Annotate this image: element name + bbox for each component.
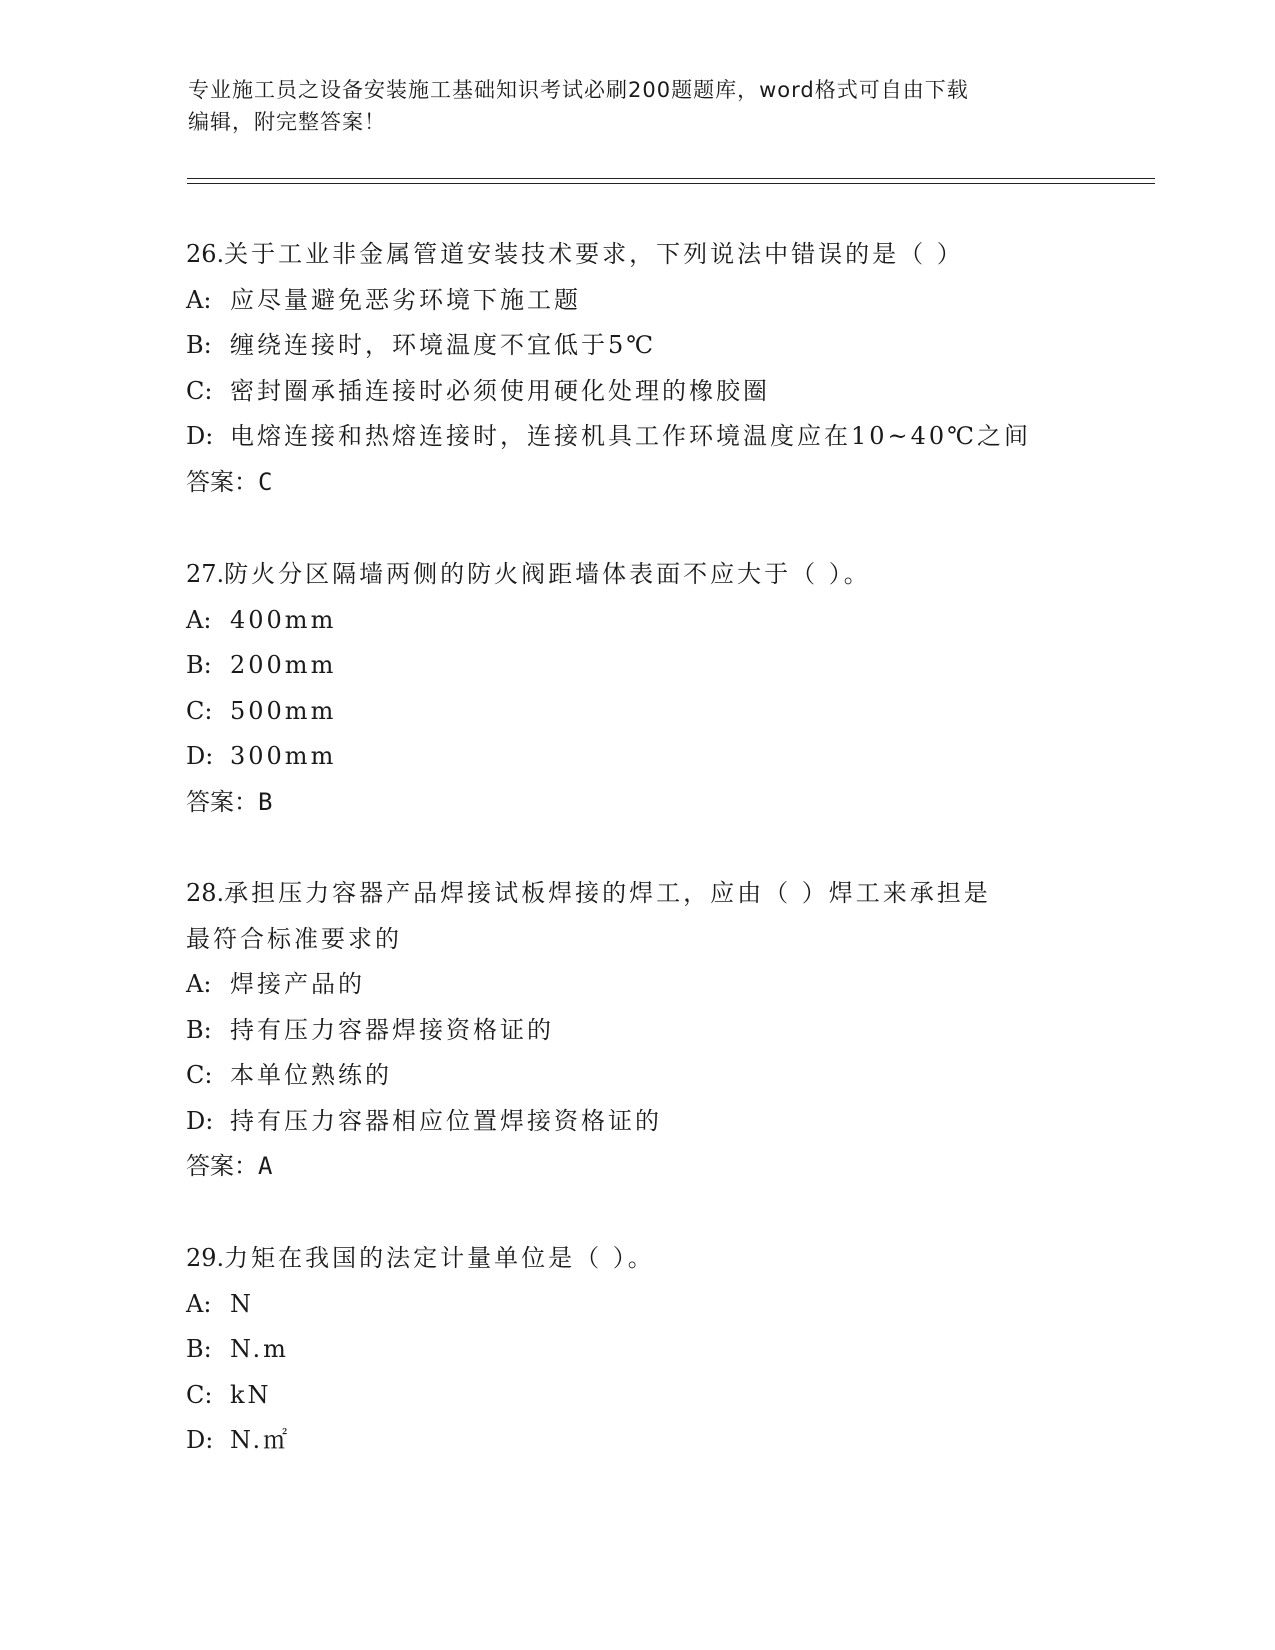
header-divider-bottom xyxy=(187,183,1155,184)
option-key: A: xyxy=(186,1289,212,1318)
answer-line xyxy=(186,1144,1146,1190)
header-line-2: 编辑，附完整答案！ xyxy=(188,110,386,134)
question-stem-text: 关于工业非金属管道安装技术要求，下列说法中错误的是（ ） xyxy=(224,240,964,268)
option-text: N.m xyxy=(230,1335,289,1363)
question-stem xyxy=(186,871,1146,917)
question-29 xyxy=(186,1236,1146,1464)
question-number: 28. xyxy=(186,879,225,907)
option-key: B: xyxy=(186,1015,212,1044)
answer-line xyxy=(186,780,1146,826)
answer-value: B xyxy=(258,787,273,816)
option-text: 电熔连接和热熔连接时，连接机具工作环境温度应在10~40℃之间 xyxy=(230,422,1032,450)
option-text: 500mm xyxy=(230,696,337,725)
question-stem xyxy=(186,232,1146,278)
question-stem-text: 力矩在我国的法定计量单位是（ ）。 xyxy=(224,1244,655,1272)
option-a xyxy=(186,1282,1146,1328)
option-text: kN xyxy=(230,1380,272,1409)
question-number: 29. xyxy=(186,1244,225,1272)
option-a xyxy=(186,962,1146,1008)
question-number: 27. xyxy=(186,560,225,588)
option-key: A: xyxy=(186,605,212,634)
option-text: 缠绕连接时，环境温度不宜低于5℃ xyxy=(230,331,657,359)
question-26 xyxy=(186,232,1146,505)
option-text: 200mm xyxy=(230,651,337,679)
option-key: A: xyxy=(186,285,212,314)
option-key: C: xyxy=(186,1380,213,1409)
option-text: N xyxy=(230,1289,254,1318)
answer-value: C xyxy=(258,467,273,496)
option-a xyxy=(186,598,1146,644)
option-c xyxy=(186,1053,1146,1099)
document-header xyxy=(188,74,1088,138)
option-text: 持有压力容器焊接资格证的 xyxy=(230,1015,554,1044)
answer-value: A xyxy=(258,1152,273,1180)
option-d xyxy=(186,734,1146,780)
answer-line xyxy=(186,460,1146,506)
option-key: D: xyxy=(186,742,214,770)
option-key: D: xyxy=(186,1106,214,1135)
option-text: 300mm xyxy=(230,742,337,770)
option-key: C: xyxy=(186,696,213,725)
option-c xyxy=(186,1373,1146,1419)
option-key: D: xyxy=(186,1426,214,1454)
answer-label: 答案： xyxy=(186,1152,258,1180)
option-text: 本单位熟练的 xyxy=(230,1061,392,1089)
option-key: D: xyxy=(186,422,214,450)
option-text: 焊接产品的 xyxy=(230,970,365,998)
question-stem-text: 防火分区隔墙两侧的防火阀距墙体表面不应大于（ ）。 xyxy=(224,560,871,588)
question-stem-continued: 最符合标准要求的 xyxy=(186,924,402,953)
option-text: 400mm xyxy=(230,605,337,634)
option-key: B: xyxy=(186,1335,212,1363)
option-c xyxy=(186,369,1146,415)
header-divider-top xyxy=(187,178,1155,179)
option-b xyxy=(186,1008,1146,1054)
option-key: B: xyxy=(186,651,212,679)
option-text: 密封圈承插连接时必须使用硬化处理的橡胶圈 xyxy=(230,376,770,405)
option-key: C: xyxy=(186,1061,213,1089)
option-key: A: xyxy=(186,970,212,998)
option-text: 持有压力容器相应位置焊接资格证的 xyxy=(230,1106,662,1135)
question-stem xyxy=(186,552,1146,598)
option-d xyxy=(186,1099,1146,1145)
option-text: 应尽量避免恶劣环境下施工题 xyxy=(230,285,581,314)
question-stem xyxy=(186,1236,1146,1282)
option-d xyxy=(186,1418,1146,1464)
option-key: C: xyxy=(186,376,213,405)
option-b xyxy=(186,323,1146,369)
question-28 xyxy=(186,871,1146,1190)
answer-label: 答案： xyxy=(186,787,258,816)
header-line-1: 专业施工员之设备安装施工基础知识考试必刷200题题库，word格式可自由下载 xyxy=(188,78,969,102)
option-d xyxy=(186,414,1146,460)
option-key: B: xyxy=(186,331,212,359)
question-27 xyxy=(186,552,1146,825)
question-stem-text: 承担压力容器产品焊接试板焊接的焊工，应由（ ）焊工来承担是 xyxy=(224,879,991,907)
option-b xyxy=(186,1327,1146,1373)
answer-label: 答案： xyxy=(186,467,258,496)
option-a xyxy=(186,278,1146,324)
question-number: 26. xyxy=(186,240,225,268)
option-b xyxy=(186,643,1146,689)
option-c xyxy=(186,689,1146,735)
option-text: N.㎡ xyxy=(230,1426,291,1454)
